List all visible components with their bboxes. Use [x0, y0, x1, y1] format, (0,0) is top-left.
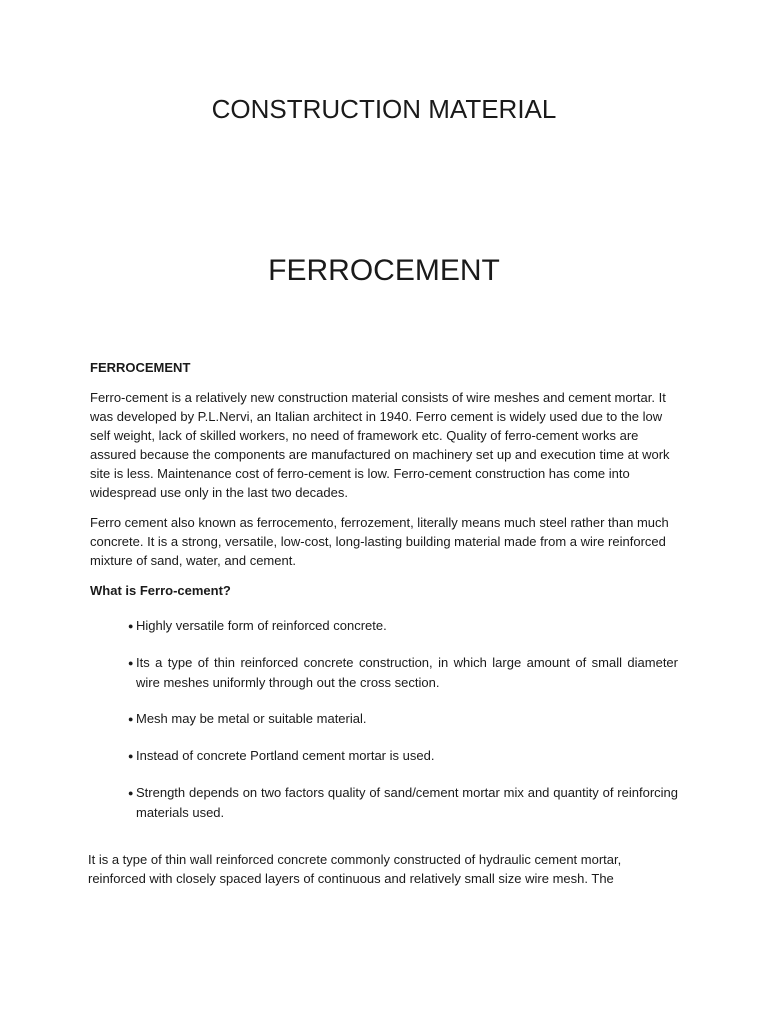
document-body	[90, 358, 678, 899]
bullet-text: Its a type of thin reinforced concrete construction, in which large amount of small diameter wire meshes uniformly through out the cross section.	[136, 655, 678, 690]
bullet-icon: ●	[128, 714, 134, 724]
bullet-item	[128, 653, 678, 692]
bullet-item	[128, 746, 678, 766]
bullet-item	[128, 616, 678, 636]
paragraph-definition: Ferro cement also known as ferrocemento, ferrozement, literally means much steel rather than much concrete. It is a strong, versatile, low-cost, long-lasting building material made from a wire reinforced mixture of sand, water, and cement.	[90, 515, 669, 568]
bullet-icon: ●	[128, 621, 134, 631]
bullet-text: Instead of concrete Portland cement mortar is used.	[136, 748, 435, 763]
main-heading: FERROCEMENT	[268, 254, 500, 287]
paragraph-intro: Ferro-cement is a relatively new construction material consists of wire meshes and cement mortar. It was developed by P.L.Nervi, an Italian architect in 1940. Ferro cement is widely used due to the low self weight, lack of skilled workers, no need of framework etc. Quality of ferro-cement works are assured because the components are manufactured on machinery set up and execution time at work site is less. Maintenance cost of ferro-cement is low. Ferro-cement construction has come into widespread use only in the last two decades.	[90, 390, 670, 500]
bullet-text: Strength depends on two factors quality of sand/cement mortar mix and quantity of reinforcing materials used.	[136, 785, 678, 820]
subheading-what-is: What is Ferro-cement?	[90, 583, 231, 598]
bullet-text: Highly versatile form of reinforced concrete.	[136, 618, 387, 633]
bullet-list	[90, 616, 678, 822]
bullet-text: Mesh may be metal or suitable material.	[136, 711, 367, 726]
section-heading: FERROCEMENT	[90, 360, 191, 375]
bullet-icon: ●	[128, 751, 134, 761]
bullet-icon: ●	[128, 658, 134, 668]
document-title: CONSTRUCTION MATERIAL	[211, 94, 557, 124]
closing-paragraph: It is a type of thin wall reinforced concrete commonly constructed of hydraulic cement mortar, reinforced with closely spaced layers of continuous and relatively small size wire mesh. The	[88, 852, 622, 886]
bullet-item	[128, 709, 678, 729]
bullet-icon: ●	[128, 788, 134, 798]
bullet-item	[128, 783, 678, 822]
